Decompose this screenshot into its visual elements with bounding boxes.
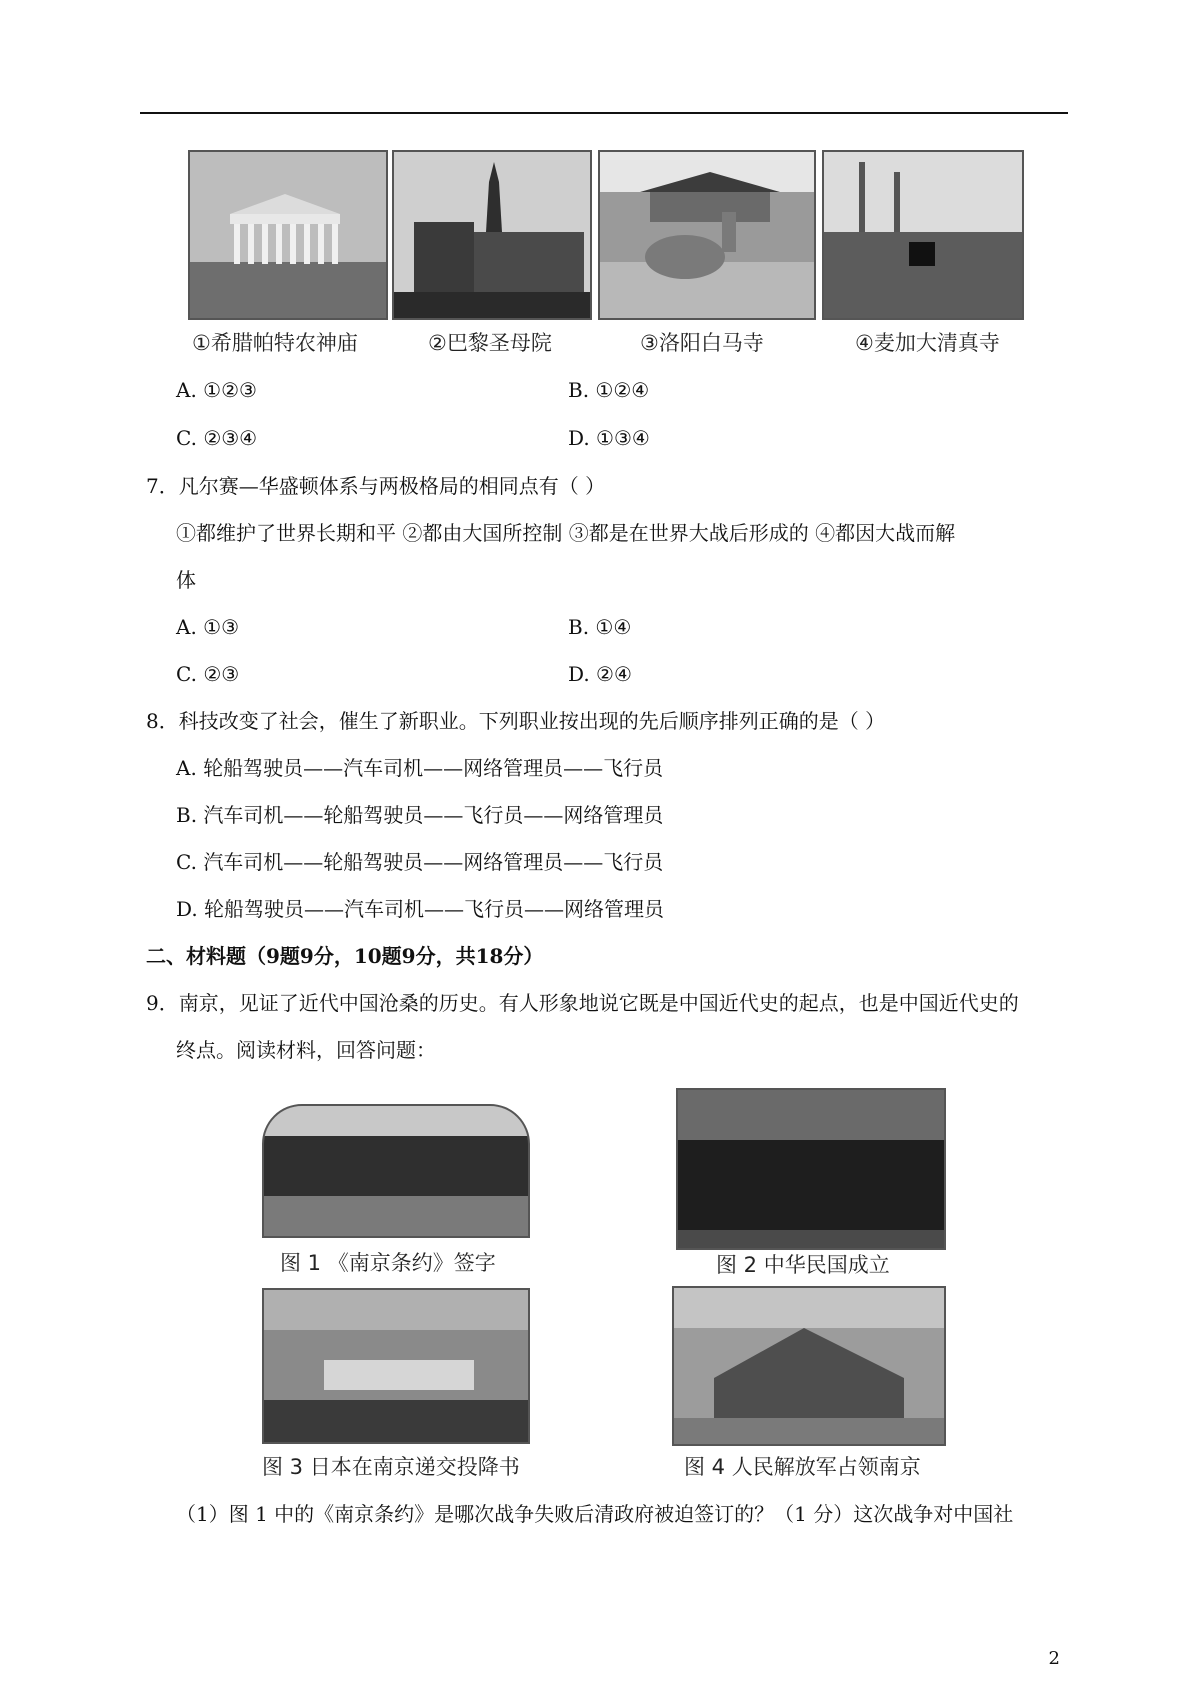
option-letter: B. — [568, 615, 590, 639]
option-text: ②③ — [203, 662, 240, 686]
q7-stem: 7．凡尔赛—华盛顿体系与两极格局的相同点有（ ） — [146, 474, 606, 498]
option-letter: D. — [176, 897, 198, 921]
option-text: ①②③ — [203, 378, 257, 402]
photo-caption-1: ①希腊帕特农神庙 — [192, 331, 358, 355]
figure-1-caption: 图 1 《南京条约》签字 — [280, 1251, 496, 1275]
figure-1-photo — [262, 1104, 530, 1238]
q6-option-c — [176, 426, 257, 450]
q8-stem: 8．科技改变了社会，催生了新职业。下列职业按出现的先后顺序排列正确的是（ ） — [146, 709, 886, 733]
figure-2-photo — [676, 1088, 946, 1250]
q9-subquestion-1: （1）图 1 中的《南京条约》是哪次战争失败后清政府被迫签订的？（1 分）这次战争对中国社 — [176, 1502, 1014, 1526]
q7-statements: ①都维护了世界长期和平 ②都由大国所控制 ③都是在世界大战后形成的 ④都因大战而解 — [176, 521, 956, 545]
q8-option-c — [176, 850, 663, 874]
figure-4-photo — [672, 1286, 946, 1446]
option-letter: A. — [176, 756, 197, 780]
option-letter: D. — [568, 426, 590, 450]
figure-3-photo — [262, 1288, 530, 1444]
q8-option-d — [176, 897, 664, 921]
option-text: ①③ — [203, 615, 240, 639]
figure-3-caption: 图 3 日本在南京递交投降书 — [262, 1455, 520, 1479]
q6-option-b — [568, 378, 649, 402]
section-heading: 二、材料题（9题9分，10题9分，共18分） — [146, 944, 544, 968]
option-text: 轮船驾驶员——汽车司机——网络管理员——飞行员 — [203, 756, 664, 780]
q8-option-a — [176, 756, 663, 780]
option-text: ②③④ — [203, 426, 258, 450]
q9-stem-line2: 终点。阅读材料，回答问题： — [176, 1038, 436, 1062]
option-text: 汽车司机——轮船驾驶员——飞行员——网络管理员 — [203, 803, 664, 827]
q7-option-a — [176, 615, 239, 639]
photo-caption-3: ③洛阳白马寺 — [640, 331, 764, 355]
photo-mecca-mosque — [822, 150, 1024, 320]
option-letter: D. — [568, 662, 590, 686]
header-rule — [140, 112, 1068, 114]
option-letter: B. — [568, 378, 590, 402]
q7-statements-cont: 体 — [176, 568, 196, 592]
q6-option-d — [568, 426, 650, 450]
option-letter: C. — [176, 426, 197, 450]
option-text: ②④ — [596, 662, 632, 686]
page-number: 2 — [1048, 1648, 1060, 1669]
photo-white-horse-temple — [598, 150, 816, 320]
option-letter: C. — [176, 850, 197, 874]
option-text: ①③④ — [596, 426, 650, 450]
option-letter: C. — [176, 662, 197, 686]
photo-parthenon — [188, 150, 388, 320]
figure-4-caption: 图 4 人民解放军占领南京 — [684, 1455, 921, 1479]
option-letter: B. — [176, 803, 198, 827]
photo-caption-2: ②巴黎圣母院 — [428, 331, 552, 355]
option-text: 轮船驾驶员——汽车司机——飞行员——网络管理员 — [204, 897, 665, 921]
q7-option-d — [568, 662, 632, 686]
option-text: ①④ — [595, 615, 632, 639]
option-letter: A. — [176, 615, 197, 639]
q9-stem-line1: 9．南京，见证了近代中国沧桑的历史。有人形象地说它既是中国近代史的起点，也是中国近代史的 — [146, 991, 1019, 1015]
photo-caption-4: ④麦加大清真寺 — [855, 331, 1000, 355]
q6-option-a — [176, 378, 257, 402]
figure-2-caption: 图 2 中华民国成立 — [716, 1253, 890, 1277]
q7-option-b — [568, 615, 631, 639]
option-letter: A. — [176, 378, 197, 402]
q8-option-b — [176, 803, 663, 827]
q7-option-c — [176, 662, 239, 686]
option-text: ①②④ — [595, 378, 650, 402]
photo-notre-dame — [392, 150, 592, 320]
option-text: 汽车司机——轮船驾驶员——网络管理员——飞行员 — [203, 850, 664, 874]
